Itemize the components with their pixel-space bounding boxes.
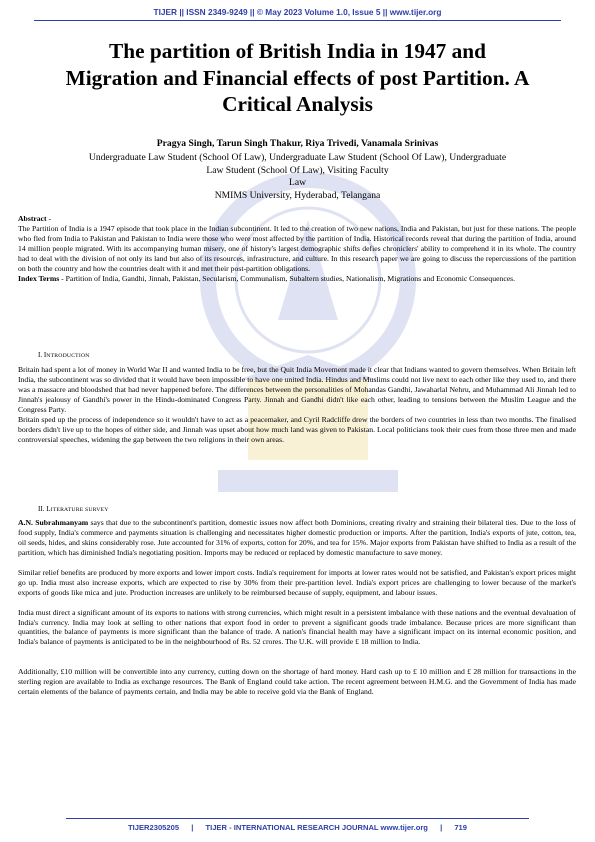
- journal-header: TIJER || ISSN 2349-9249 || © May 2023 Volume 1.0, Issue 5 || www.tijer.org: [153, 7, 442, 17]
- cited-author: A.N. Subrahmanyam: [18, 518, 89, 527]
- affiliations: [34, 152, 561, 202]
- author-list: Pragya Singh, Tarun Singh Thakur, Riya Trivedi, Vanamala Srinivas: [156, 138, 439, 149]
- affiliation-line: Undergraduate Law Student (School Of Law), Undergraduate Law Student (School Of Law), Undergraduate: [88, 152, 507, 163]
- paragraph: [18, 518, 576, 558]
- paragraph-text: says that due to the subcontinent's partition, domestic issues now affect both Dominions, creating rivalry and straining their bilateral ties. Due to the loss of food supply, India's commerce and payments situation is challenging and necessitates higher domestic production or imports. After the partition, India's exports of jute, cotton, tea, oil seeds, hides, and skins considerably rose. Jute accounted for 31% of exports, cotton for 20%, and tea for 15%. Major exports from Pakistan have shifted to India as a result of the partition, which has diminished India's negotiating position. Imports may be reduced or replaced by domestic manufacture to save money.: [18, 518, 576, 557]
- index-terms-label: Index Terms: [18, 273, 60, 283]
- section-title: ITERATURE SURVEY: [50, 507, 109, 513]
- index-terms: [18, 274, 576, 284]
- journal-footer: [0, 823, 595, 832]
- journal-name: TIJER - INTERNATIONAL RESEARCH JOURNAL www.tijer.org: [205, 823, 428, 832]
- paragraph: Britain had spent a lot of money in World War II and wanted India to be free, but the Quit India Movement made it clear that Indians wanted to govern themselves. When Britain left India, the subcontinent was so divided that it would have been impossible to have one united India. Hindus and Muslims could not live next to each other like they used to, and there was a massacre and bloodshed that had never happened before. The differences between the personalities of Mohandas Gandhi, Jawaharlal Nehru, and Muhammad Ali Jinnah led to Jinnah's jealousy of Gandhi's power in the Hindu-dominated Congress Party. Jinnah and Gandhi didn't like each other, leading to tensions between the Muslim League and the Congress Party.: [18, 365, 576, 414]
- section-heading-literature-survey: [38, 505, 109, 513]
- footer-separator: |: [191, 823, 194, 832]
- paper-id: TIJER2305205: [127, 823, 180, 832]
- paragraph: Additionally, £10 million will be convertible into any currency, cutting down on the shortage of hard money. Hard cash up to £ 10 million and £ 28 million for transactions in the sterling region are available to India as exchange resources. The Bank of England could take action. The recent agreement between H.M.G. and the Government of India has made certain elements of the balance of payments certain, and India may be able to receive gold via the Bank of England.: [18, 667, 576, 697]
- abstract-dash: -: [46, 214, 52, 223]
- section-number: II.: [38, 505, 45, 513]
- title-line: Critical Analysis: [222, 92, 373, 116]
- abstract-block: [18, 214, 576, 284]
- literature-body: [18, 518, 576, 697]
- abstract-label: Abstract: [18, 214, 47, 223]
- index-terms-text: - Partition of India, Gandhi, Jinnah, Pakistan, Secularism, Communalism, Subaltern studies, Nationalism, Migrations and Economic Consequences.: [59, 273, 516, 283]
- affiliation-line: Law Student (School Of Law), Visiting Faculty: [206, 164, 389, 176]
- paragraph: Similar relief benefits are produced by more exports and lower import costs. India's requirement for imports at lower rates would not be satisfied, and Pakistan's export prices might go up. India must also increase exports, which are expected to rise by 30% from their pre-partition level. India's export prices are challenging to lower because of the market's exports of goods like mica and jute. Production increases are unlikely to be reimbursed because of supply, equipment, and labour issues.: [18, 567, 576, 597]
- paragraph: India must direct a significant amount of its exports to nations with strong currencies, which might result in a persistent imbalance with these nations and the eventual devaluation of India's currency. India may look at selling to other nations that export food in order to prevent a significant goods trade imbalance. Because prices are more significant than quantities, the balance of payments is more significant than the balance of trade. A nation's financial health may have a significant impact on its internal economic position, and India's balance of payments is anticipated to be in the neighbourhood of Rs. 52 crores. The U.K. will provide £ 18 million to India.: [18, 607, 576, 647]
- affiliation-line: NMIMS University, Hyderabad, Telangana: [214, 189, 381, 201]
- section-number: I.: [38, 351, 43, 359]
- footer-separator: |: [440, 823, 443, 832]
- section-cap: L: [46, 505, 51, 513]
- section-cap: I: [43, 351, 47, 359]
- section-heading-introduction: [38, 351, 90, 359]
- affiliation-line: Law: [288, 177, 307, 188]
- page-number: 719: [454, 823, 467, 832]
- footer-divider: [66, 818, 529, 819]
- abstract-text: The Partition of India is a 1947 episode that took place in the Indian subcontinent. It led to the creation of two new nations, India and Pakistan, but just for these nations. The people who fled from India to Pakistan and Pakistan to India were those who were most affected by the partition of India. Historical records reveal that during the partition of India, around 14 million people migrated. With its accompanying human misery, one of history's largest demographic shifts defies chroniclers' ability to comprehend it in its whole. The country had to deal with the division of not only its land but also of its resources, infrastructure, and culture. In this research paper we are going to discuss the repercussions of the partition on both the country and how the countries dealt with it and met their post-partition obligations.: [18, 223, 576, 273]
- title-line: Migration and Financial effects of post Partition. A: [65, 65, 530, 90]
- paper-title: [30, 38, 565, 118]
- introduction-body: [18, 365, 576, 445]
- abstract-heading: [18, 214, 576, 224]
- paragraph: Britain sped up the process of independence so it wouldn't have to act as a peacemaker, and Cyril Radcliffe drew the borders of two countries in less than two months. The finalised borders didn't live up to the hopes of either side, and Jinnah was upset about how much land was given to Pakistan. Local politicians took their cues from those three men and made controversial speeches, widening the gap between the two religions in their own areas.: [18, 414, 576, 444]
- title-line: The partition of British India in 1947 and: [109, 39, 486, 63]
- header-divider: [34, 20, 561, 21]
- section-title: NTRODUCTION: [46, 353, 90, 359]
